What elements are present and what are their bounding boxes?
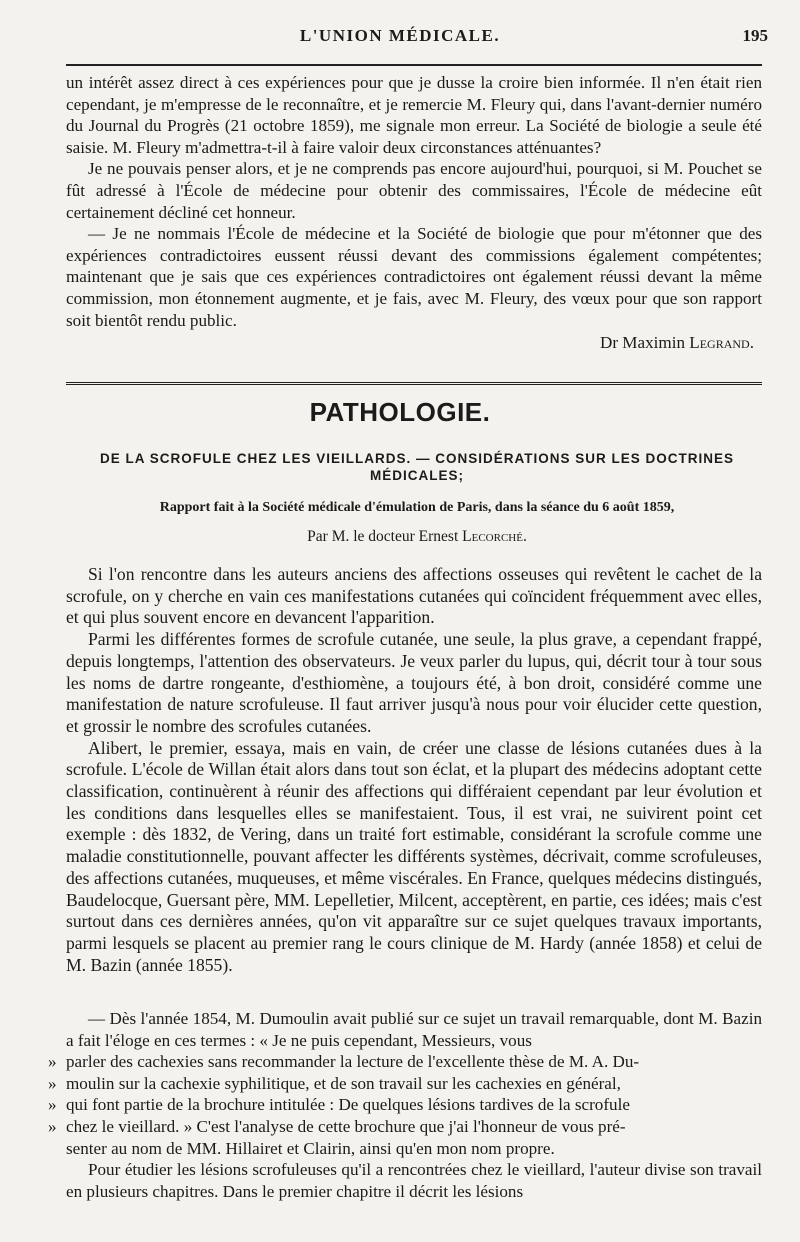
body-paragraph: Pour étudier les lésions scrofuleuses qu'il a rencontrées chez le vieillard, l'auteur divise son travail en plusieurs chapitres. Dans le premier chapitre il décrit les lésions <box>66 1160 762 1201</box>
dumoulin-paragraph: — Dès l'année 1854, M. Dumoulin avait publié sur ce sujet un travail remarquable, dont M. Bazin a fait l'éloge en ces termes : « Je ne puis cependant, Messieurs, vous <box>66 1009 762 1050</box>
running-head <box>0 26 800 52</box>
quote-mark: » <box>48 1073 57 1093</box>
quote-line: » qui font partie de la brochure intitulée : De quelques lésions tardives de la scrofule <box>48 1095 630 1115</box>
intro-paragraph: — Je ne nommais l'École de médecine et la Société de biologie que pour m'étonner que des expériences contradictoires eussent réussi devant des commissions également compétentes; maintenant que je sais que ces expériences contradictoires ont également réussi devant la même commission, mon étonnement augmente, et je fais, avec M. Fleury, des vœux pour que son rapport soit bientôt rendu public. <box>66 224 762 330</box>
page-number: 195 <box>742 26 768 45</box>
quote-mark: » <box>48 1052 57 1072</box>
body-paragraph: Si l'on rencontre dans les auteurs anciens des affections osseuses qui revêtent le cachet de la scrofule, on y cherche en vain ces manifestations cutanées qui coïncident fréquemment avec elles, et qui plus souvent encore en devancent l'apparition. <box>66 564 762 628</box>
quote-end: senter au nom de MM. Hillairet et Clairin, ainsi qu'en mon nom propre. <box>66 1138 555 1158</box>
article-body-continued <box>48 1008 762 1202</box>
report-line: Rapport fait à la Société médicale d'émulation de Paris, dans la séance du 6 août 1859, <box>159 500 675 515</box>
body-paragraph: Alibert, le premier, essaya, mais en vain, de créer une classe de lésions cutanées dues à la scrofule. L'école de Willan était alors dans tout son éclat, et la plupart des médecins adoptant cette classification, continuèrent à réunir des affections qui différaient cependant par leur évolution et les conditions dans lesquelles elles se manifestaient. Tous, il est vrai, ne suivirent point cet exemple : dès 1832, de Vering, dans un traité fort estimable, considérant la scrofule comme une maladie constitutionnelle, pouvant affecter les différents systèmes, décrivait, comme scrofuleuses, des affections cutanées, muqueuses, et même viscérales. En France, quelques médecins distingués, Baudelocque, Guersant père, MM. Lepelletier, Milcent, acceptèrent, en partie, ces idées; mais c'est surtout dans ces dernières années, qu'on vit apparaître sur ce sujet quelques travaux importants, parmi lesquels se placent au premier rang le cours clinique de M. Hardy (année 1858) et celui de M. Bazin (année 1855). <box>66 737 762 975</box>
signature-name: Legrand. <box>689 333 754 353</box>
intro-paragraph: un intérêt assez direct à ces expériences pour que je dusse la croire bien informée. Il n'en était rien cependant, je m'empresse de le reconnaître, et je remercie M. Fleury qui, dans l'avant-dernier numéro du Journal du Progrès (21 octobre 1859), me signale mon erreur. La Société de biologie a seule été saisie. M. Fleury m'admettra-t-il à faire valoir deux circonstances atténuantes? <box>66 73 762 157</box>
signature <box>66 332 762 354</box>
signature-prefix: Dr Maximin <box>600 333 685 353</box>
section-rule <box>66 382 762 388</box>
author-line <box>80 528 754 546</box>
header-rule <box>66 64 762 66</box>
section-title: PATHOLOGIE. <box>309 397 491 427</box>
article-body <box>66 564 762 976</box>
running-title: L'UNION MÉDICALE. <box>299 26 501 45</box>
intro-text <box>66 72 762 354</box>
quote-line: » chez le vieillard. » C'est l'analyse de cette brochure que j'ai l'honneur de vous pré- <box>48 1116 626 1136</box>
quote-mark: » <box>48 1095 57 1115</box>
quote-line: » parler des cachexies sans recommander la lecture de l'excellente thèse de M. A. Du- <box>48 1052 640 1072</box>
quote-mark: » <box>48 1116 57 1136</box>
body-paragraph: Parmi les différentes formes de scrofule cutanée, une seule, la plus grave, a cependant frappé, depuis longtemps, l'attention des observateurs. Je veux parler du lupus, qui, décrit tour à tour sous les noms de dartre rongeante, d'esthiomène, a toujours été, à bon droit, considéré comme une manifestation de nature scrofuleuse. Il faut arriver jusqu'à nous pour voir élucider cette question, et grossir le nombre des scrofules cutanées. <box>66 629 762 736</box>
author-name: Lecorché. <box>462 528 527 545</box>
author-prefix: Par M. le docteur Ernest <box>307 528 459 545</box>
intro-paragraph: Je ne pouvais penser alors, et je ne comprends pas encore aujourd'hui, pourquoi, si M. Pouchet se fût adressé à l'École de médecine pour obtenir des commissaires, l'École de médecine eût certainement décliné cet honneur. <box>66 159 762 222</box>
article-title: DE LA SCROFULE CHEZ LES VIEILLARDS. — CONSIDÉRATIONS SUR LES DOCTRINES MÉDICALES; <box>99 451 735 483</box>
quote-line: » moulin sur la cachexie syphilitique, et de son travail sur les cachexies en général, <box>48 1073 621 1093</box>
